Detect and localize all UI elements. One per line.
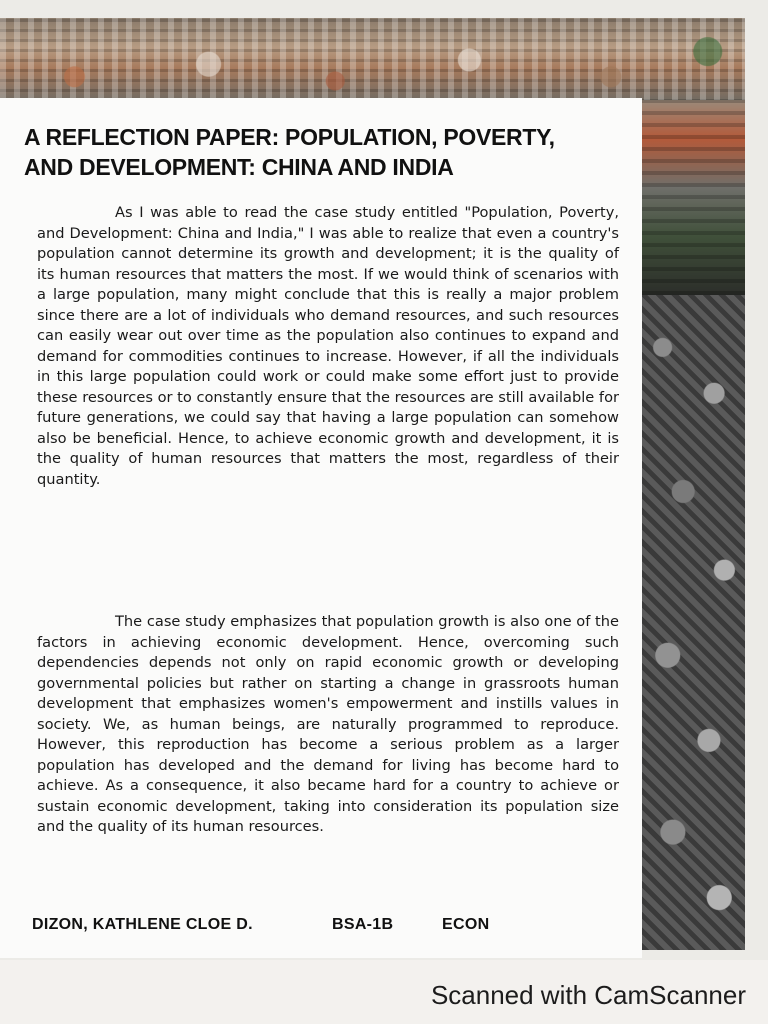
author-section: BSA-1B [332,916,394,933]
camscanner-watermark: Scanned with CamScanner [430,980,746,1010]
crowd-photo [642,295,745,950]
author-name: DIZON, KATHLENE CLOE D. [32,916,253,933]
title-line-1: A REFLECTION PAPER: POPULATION, POVERTY, [24,124,555,150]
paragraph-1: As I was able to read the case study entitled "Population, Poverty, and Development: China and India," I was able to realize that even a country's population cannot determine its growth and development; it is the quality of its human resources that matters the most. If we would think of scenarios with a large population, many might conclude that this is really a major problem since there are a lot of individuals who demand resources, and such resources can easily wear out over time as the population also continues to expand and demand for commodities continues to increase. However, if all the individuals in this large population could work or could make some effort just to provide these resources or to constantly ensure that the resources are still available for future generations, we could say that having a large population can somehow also be beneficial. Hence, to achieve economic growth and development, it is the quality of human resources that matters the most, regardless of their quantity. [37,204,619,488]
course-code: ECON [442,916,490,933]
title-line-2: AND DEVELOPMENT: CHINA AND INDIA [24,154,454,180]
city-skyline-photo [0,18,745,102]
city-side-photo [642,100,745,295]
paper-title [24,122,624,182]
paragraph-2: The case study emphasizes that population growth is also one of the factors in achieving economic development. Hence, overcoming such dependencies depends not only on rapid economic growth or developing governmental policies but rather on starting a change in grassroots human development that emphasizes women's empowerment and instills values in society. We, as human beings, are naturally programmed to reproduce. However, this reproduction has become a serious problem as a larger population has developed and the demand for living has become hard to achieve. As a consequence, it also became hard for a country to achieve or sustain economic development, taking into consideration its population size and the quality of its human resources. [37,613,619,835]
